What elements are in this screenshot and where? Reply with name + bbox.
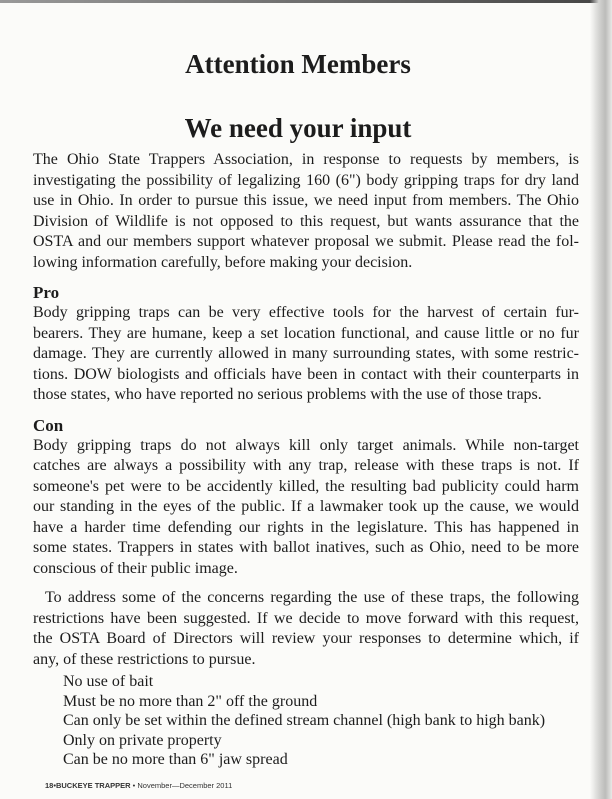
text-line: Body gripping traps can be very effective tools for the harvest of certain fur- (33, 304, 579, 321)
text-line: restrictions have been suggested. If we decide to move forward with this request, (33, 609, 579, 627)
text-line: our standing in the eyes of the public. If a lawmaker took up the cause, we would (33, 498, 579, 515)
text-line: someone's pet were to be accidently killed, the resulting bad publicity could harm (33, 477, 579, 495)
text-line: the OSTA Board of Directors will review your responses to determine which, if (33, 630, 579, 647)
page-footer (45, 781, 232, 791)
list-item: No use of bait (63, 673, 154, 690)
con-heading: Con (33, 415, 64, 435)
con-section (33, 415, 579, 580)
restrictions-list (63, 672, 579, 770)
page-subtitle: We need your input (184, 113, 412, 143)
pro-section (33, 282, 579, 406)
text-line: tions. DOW biologists and officials have been in contact with their counterparts in (33, 365, 579, 383)
footer-issue: November—December 2011 (137, 781, 233, 790)
text-line: OSTA and our members support whatever proposal we submit. Please read the fol- (33, 233, 579, 250)
text-line: bearers. They are humane, keep a set location functional, and cause little or no fur (33, 324, 579, 342)
list-item: Only on private property (63, 731, 222, 749)
text-line: Division of Wildlife is not opposed to this request, but wants assurance that the (33, 212, 579, 230)
restrictions-intro (33, 588, 579, 670)
text-line: damage. They are currently allowed in many surrounding states, with some restric- (33, 345, 579, 362)
footer-publication: 18•BUCKEYE TRAPPER (45, 781, 131, 790)
text-line: lowing information carefully, before making your decision. (33, 253, 413, 271)
text-line: Body gripping traps do not always kill only target animals. While non-target (33, 436, 579, 454)
text-line: conscious of their public image. (33, 559, 238, 577)
text-line: The Ohio State Trappers Association, in response to requests by members, is (33, 151, 579, 168)
text-line: some states. Trappers in states with ballot inatives, such as Ohio, need to be more (33, 539, 579, 556)
intro-paragraph (33, 150, 579, 273)
list-item: Can be no more than 6" jaw spread (63, 751, 288, 768)
text-line: investigating the possibility of legalizing 160 (6") body gripping traps for dry land (33, 171, 579, 189)
text-line: use in Ohio. In order to pursue this issue, we need input from members. The Ohio (33, 192, 579, 209)
text-line: any, of these restrictions to pursue. (33, 650, 256, 668)
page-top-edge (0, 0, 612, 3)
text-line: catches are always a possibility with any trap, release with these traps is not. If (33, 457, 579, 474)
text-line: those states, who have reported no serious problems with the use of those traps. (33, 386, 542, 403)
article-body (33, 150, 579, 770)
pro-heading: Pro (33, 283, 60, 302)
list-item: Can only be set within the defined stream channel (high bank to high bank) (63, 712, 546, 729)
list-item: Must be no more than 2" off the ground (63, 692, 318, 710)
footer-separator: • (130, 781, 138, 790)
page-title: Attention Members (185, 49, 411, 79)
text-line: have a harder time defending our rights in the legislature. This has happened in (33, 518, 579, 536)
text-line: To address some of the concerns regarding the use of these traps, the following (45, 589, 579, 606)
